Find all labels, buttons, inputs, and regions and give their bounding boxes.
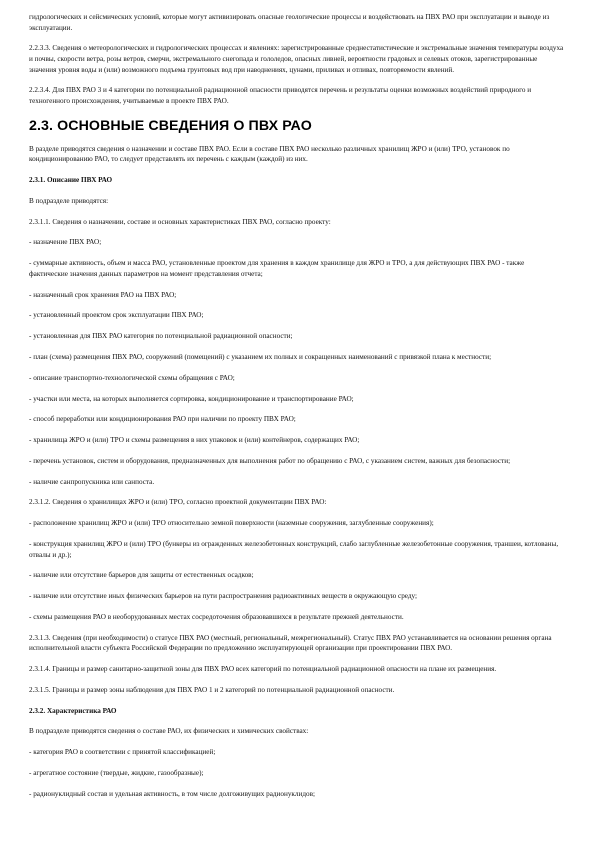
paragraph-2312: 2.3.1.2. Сведения о хранилищах ЖРО и (или) ТРО, согласно проектной документации ПВХ РАО: (29, 498, 327, 507)
list-item: - способ переработки или кондиционирования РАО при наличии по проекту ПВХ РАО; (29, 415, 296, 424)
list-232 (29, 747, 564, 799)
paragraph-2313: 2.3.1.3. Сведения (при необходимости) о статусе ПВХ РАО (местный, региональный, межрегиональный). Статус ПВХ РАО устанавливается на основании решения органа исполнительной власти субъекта Российской Федерации по предложению эксплуатирующей организации при проектировании ПВХ РАО. (29, 633, 552, 653)
list-item: - наличие или отсутствие иных физических барьеров на пути распространения радиоактивных веществ в окружающую среду; (29, 592, 418, 601)
list-item: - расположение хранилищ ЖРО и (или) ТРО относительно земной поверхности (наземные сооружения, заглубленные сооружения); (29, 519, 434, 528)
list-item: - установленная для ПВХ РАО категория по потенциальной радиационной опасности; (29, 332, 293, 341)
list-item: - наличие санпропускника или санпоста. (29, 477, 155, 486)
list-item: - перечень установок, систем и оборудования, предназначенных для выполнения работ по обращению с РАО, с указанием систем, важных для безопасности; (29, 456, 511, 465)
subsection-intro: В подразделе приводятся: (29, 196, 109, 205)
paragraph-2311: 2.3.1.1. Сведения о назначении, составе и основных характеристиках ПВХ РАО, согласно проекту: (29, 217, 331, 226)
list-item: - категория РАО в соответствии с принятой классификацией; (29, 748, 216, 757)
list-item: - установленный проектом срок эксплуатации ПВХ РАО; (29, 311, 204, 320)
list-item: - конструкция хранилищ ЖРО и (или) ТРО (бункеры из огражденных железобетонных конструкций, слабо заглубленные железобетонные сооружения, траншеи, котлованы, отвалы и др.); (29, 539, 559, 559)
list-item: - план (схема) размещения ПВХ РАО, сооружений (помещений) с указанием их полных и сокращенных наименований с привязкой плана к местности; (29, 352, 492, 361)
paragraph-2234-meteo: 2.2.3.3. Сведения о метеорологических и гидрологических процессах и явлениях: зарегистрированные среднестатистические и экстремальные значения температуры воздуха и почвы, скорости ветра, розы ветров, смерчи, экстремального снегопада и гололедов, опасных ливней, вероятности градовых и селевых отоков, зарегистрированные значения уровня воды и (или) возможного подъема грунтовых вод при наводнениях, цунами, приливах и отливах, повторяемости явлений. (29, 44, 564, 74)
paragraph-geology: гидрологических и сейсмических условий, которые могут активизировать опасные геологические процессы и воздействовать на ПВХ РАО при эксплуатации и выводе из эксплуатации. (29, 13, 550, 32)
list-item: - хранилища ЖРО и (или) ТРО и схемы размещения в них упаковок и (или) контейнеров, содержащих РАО; (29, 436, 360, 445)
list-item: - участки или места, на которых выполняется сортировка, кондиционирование и транспортирование РАО; (29, 394, 354, 403)
subsection-title-2-3-1: 2.3.1. Описание ПВХ РАО (29, 176, 113, 185)
paragraph-2315: 2.3.1.5. Границы и размер зоны наблюдения для ПВХ РАО 1 и 2 категорий по потенциальной радиационной опасности. (29, 685, 395, 694)
list-item: - радионуклидный состав и удельная активность, в том числе долгоживущих радионуклидов; (29, 789, 316, 798)
list-2312 (29, 518, 564, 622)
list-item: - описание транспортно-технологической схемы обращения с РАО; (29, 373, 235, 382)
list-item: - схемы размещения РАО в необорудованных местах сосредоточения образовавшихся в результате прежней деятельности. (29, 612, 404, 621)
list-2311 (29, 237, 564, 487)
list-item: - наличие или отсутствие барьеров для защиты от естественных осадков; (29, 571, 254, 580)
list-item: - суммарные активность, объем и масса РАО, установленные проектом для хранения в каждом хранилище для ЖРО и ТРО, а для действующих ПВХ РАО - также фактические значения данных параметров на момент представления отчета; (29, 259, 525, 278)
section-intro: В разделе приводятся сведения о назначении и составе ПВХ РАО. Если в составе ПВХ РАО несколько различных хранилищ ЖРО и (или) ТРО, установок по кондиционированию РАО, то следует представлять их перечень с каждым (каждой) из них. (29, 144, 510, 164)
section-heading: 2.3. ОСНОВНЫЕ СВЕДЕНИЯ О ПВХ РАО (29, 117, 312, 134)
paragraph-2234-impacts: 2.2.3.4. Для ПВХ РАО 3 и 4 категории по потенциальной радиационной опасности приводятся перечень и результаты оценки возможных воздействий природного и техногенного происхождения, учитываемые в проекте ПВХ РАО. (29, 86, 532, 105)
list-item: - назначенный срок хранения РАО на ПВХ РАО; (29, 290, 177, 299)
list-item: - агрегатное состояние (твердые, жидкие, газообразные); (29, 768, 204, 777)
paragraph-2314: 2.3.1.4. Границы и размер санитарно-защитной зоны для ПВХ РАО всех категорий по потенциальной радиационной опасности на плане их размещения. (29, 665, 497, 674)
subsection-title-2-3-2: 2.3.2. Характеристика РАО (29, 706, 117, 715)
subsection-intro-2-3-2: В подразделе приводятся сведения о составе РАО, их физических и химических свойствах: (29, 727, 309, 736)
list-item: - назначение ПВХ РАО; (29, 238, 102, 247)
